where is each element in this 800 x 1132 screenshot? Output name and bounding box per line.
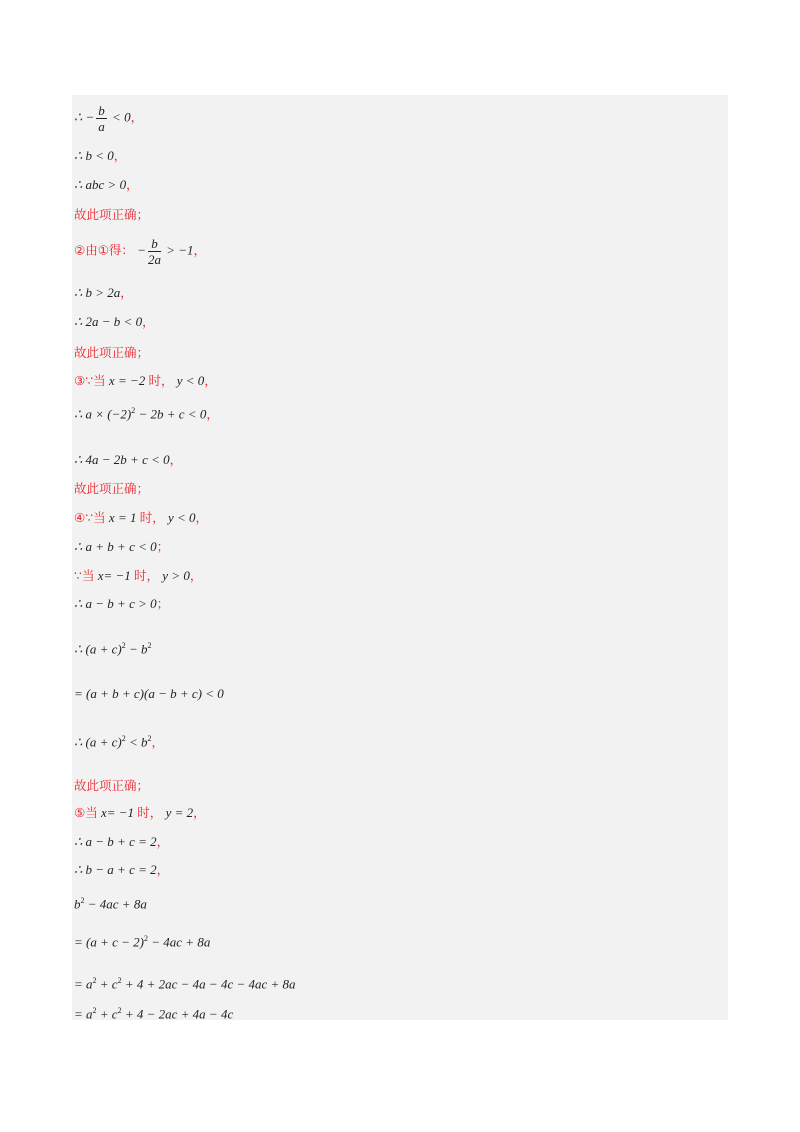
conclusion-text: 故此项正确； — [74, 207, 150, 222]
math-expression: ∴ a × (−2) — [74, 406, 132, 422]
step-label-time: 时， — [137, 805, 163, 820]
exponent: 2 — [117, 976, 122, 985]
math-expression: = a — [74, 1006, 93, 1022]
punctuation: ， — [120, 285, 133, 300]
solution-line — [74, 103, 143, 134]
math-expression: ∴ abc > 0 — [74, 177, 127, 192]
math-expression: x= −1 — [97, 805, 138, 820]
punctuation: ， — [151, 734, 165, 750]
fraction — [148, 236, 161, 267]
exponent: 2 — [80, 896, 85, 905]
math-expression: ∴ a + b + c < 0 — [74, 539, 157, 554]
punctuation: ， — [113, 148, 127, 163]
punctuation: ， — [130, 109, 144, 125]
solution-line — [74, 345, 149, 361]
math-expression-continued: + 4 − 2ac + 4a − 4c — [121, 1006, 234, 1022]
punctuation: ， — [193, 805, 206, 820]
punctuation: ， — [156, 862, 170, 877]
solution-line — [74, 481, 149, 497]
step-label-time: 时， — [134, 568, 160, 583]
solution-line — [74, 314, 155, 330]
math-expression-continued: − b — [125, 641, 148, 657]
math-expression-continued: < b — [125, 734, 148, 750]
exponent: 2 — [131, 406, 136, 415]
solution-line — [74, 236, 206, 267]
math-condition: y = 2 — [162, 805, 194, 820]
exponent: 2 — [147, 641, 152, 650]
math-prefix: ∴ − — [74, 109, 95, 125]
punctuation: ， — [142, 314, 155, 329]
math-expression-continued: + 4 + 2ac − 4a − 4c − 4ac + 8a — [121, 976, 296, 992]
exponent: 2 — [144, 934, 148, 943]
step-label: ∵当 — [74, 568, 95, 583]
fraction-denominator: 2a — [147, 252, 161, 267]
solution-line — [74, 805, 206, 821]
conclusion-text: 故此项正确； — [74, 481, 150, 496]
solution-line — [74, 568, 202, 584]
math-expression: x= −1 — [94, 568, 135, 583]
math-condition: y < 0 — [164, 510, 196, 525]
punctuation: ， — [206, 406, 219, 422]
punctuation: ， — [204, 373, 217, 388]
solution-line — [74, 931, 210, 950]
step-label: ②由①得： — [74, 242, 134, 258]
math-expression-continued: + c — [96, 1006, 118, 1022]
math-expression: = (a + b + c)(a − b + c) < 0 — [74, 686, 224, 701]
math-suffix: < 0 — [108, 109, 131, 125]
solution-line — [74, 778, 149, 794]
solution-line — [74, 403, 219, 422]
exponent: 2 — [117, 1006, 122, 1015]
solution-line — [74, 373, 217, 389]
punctuation: ， — [156, 834, 170, 849]
math-expression: ∴ (a + c) — [74, 734, 122, 750]
math-expression: x = 1 — [105, 510, 140, 525]
step-label: ③∵当 — [74, 373, 106, 388]
step-label: ④∵当 — [74, 510, 106, 525]
math-expression: x = −2 — [105, 373, 149, 388]
punctuation: ， — [189, 568, 203, 583]
exponent: 2 — [147, 734, 152, 743]
solution-line — [74, 510, 208, 526]
step-label: ⑤当 — [74, 805, 98, 820]
math-expression: ∴ 2a − b < 0 — [74, 314, 143, 329]
solution-line — [74, 596, 169, 612]
fraction-numerator: b — [98, 103, 105, 118]
punctuation: ， — [193, 242, 207, 258]
math-expression-continued: − 4ac + 8a — [148, 934, 211, 950]
solution-line — [74, 862, 169, 878]
step-label-time: 时， — [148, 373, 174, 388]
solution-line — [74, 893, 147, 912]
math-expression-continued: − 4ac + 8a — [84, 896, 147, 912]
solution-line — [74, 177, 139, 193]
solution-line — [74, 686, 224, 702]
math-expression: = a — [74, 976, 93, 992]
math-expression: ∴ a − b + c = 2 — [74, 834, 157, 849]
punctuation: ， — [126, 177, 139, 192]
conclusion-text: 故此项正确； — [74, 345, 150, 360]
math-condition: y < 0 — [173, 373, 205, 388]
math-expression: ∴ a − b + c > 0 — [74, 596, 157, 611]
math-expression: ∴ b > 2a — [74, 285, 121, 300]
step-label-time: 时， — [139, 510, 165, 525]
solution-line — [74, 973, 296, 992]
math-expression: b — [74, 896, 81, 912]
exponent: 2 — [121, 734, 126, 743]
math-expression: ∴ (a + c) — [74, 641, 122, 657]
conclusion-text: 故此项正确； — [74, 778, 150, 793]
math-expression-continued: + c — [96, 976, 118, 992]
fraction-denominator: a — [98, 119, 105, 134]
exponent: 2 — [92, 1006, 97, 1015]
punctuation: ； — [156, 539, 170, 554]
solution-line — [74, 148, 126, 164]
math-expression: ∴ b < 0 — [74, 148, 114, 163]
punctuation: ； — [156, 596, 170, 611]
math-expression: = (a + c − 2) — [74, 934, 144, 950]
exponent: 2 — [92, 976, 97, 985]
math-prefix: − — [133, 242, 146, 258]
punctuation: ， — [195, 510, 209, 525]
solution-line — [74, 1003, 233, 1022]
math-condition: y > 0 — [159, 568, 190, 583]
solution-line — [74, 207, 149, 223]
math-expression: ∴ b − a + c = 2 — [74, 862, 157, 877]
punctuation: ， — [169, 452, 183, 467]
fraction — [96, 103, 107, 134]
solution-line — [74, 539, 169, 555]
solution-panel — [72, 95, 728, 1020]
solution-line — [74, 452, 182, 468]
solution-line — [74, 834, 169, 850]
exponent: 2 — [121, 641, 126, 650]
math-expression: ∴ 4a − 2b + c < 0 — [74, 452, 170, 467]
solution-line — [74, 285, 133, 301]
solution-line — [74, 638, 152, 657]
math-suffix: > −1 — [162, 242, 194, 258]
solution-line — [74, 731, 164, 750]
fraction-numerator: b — [148, 236, 161, 252]
math-expression-continued: − 2b + c < 0 — [135, 406, 207, 422]
